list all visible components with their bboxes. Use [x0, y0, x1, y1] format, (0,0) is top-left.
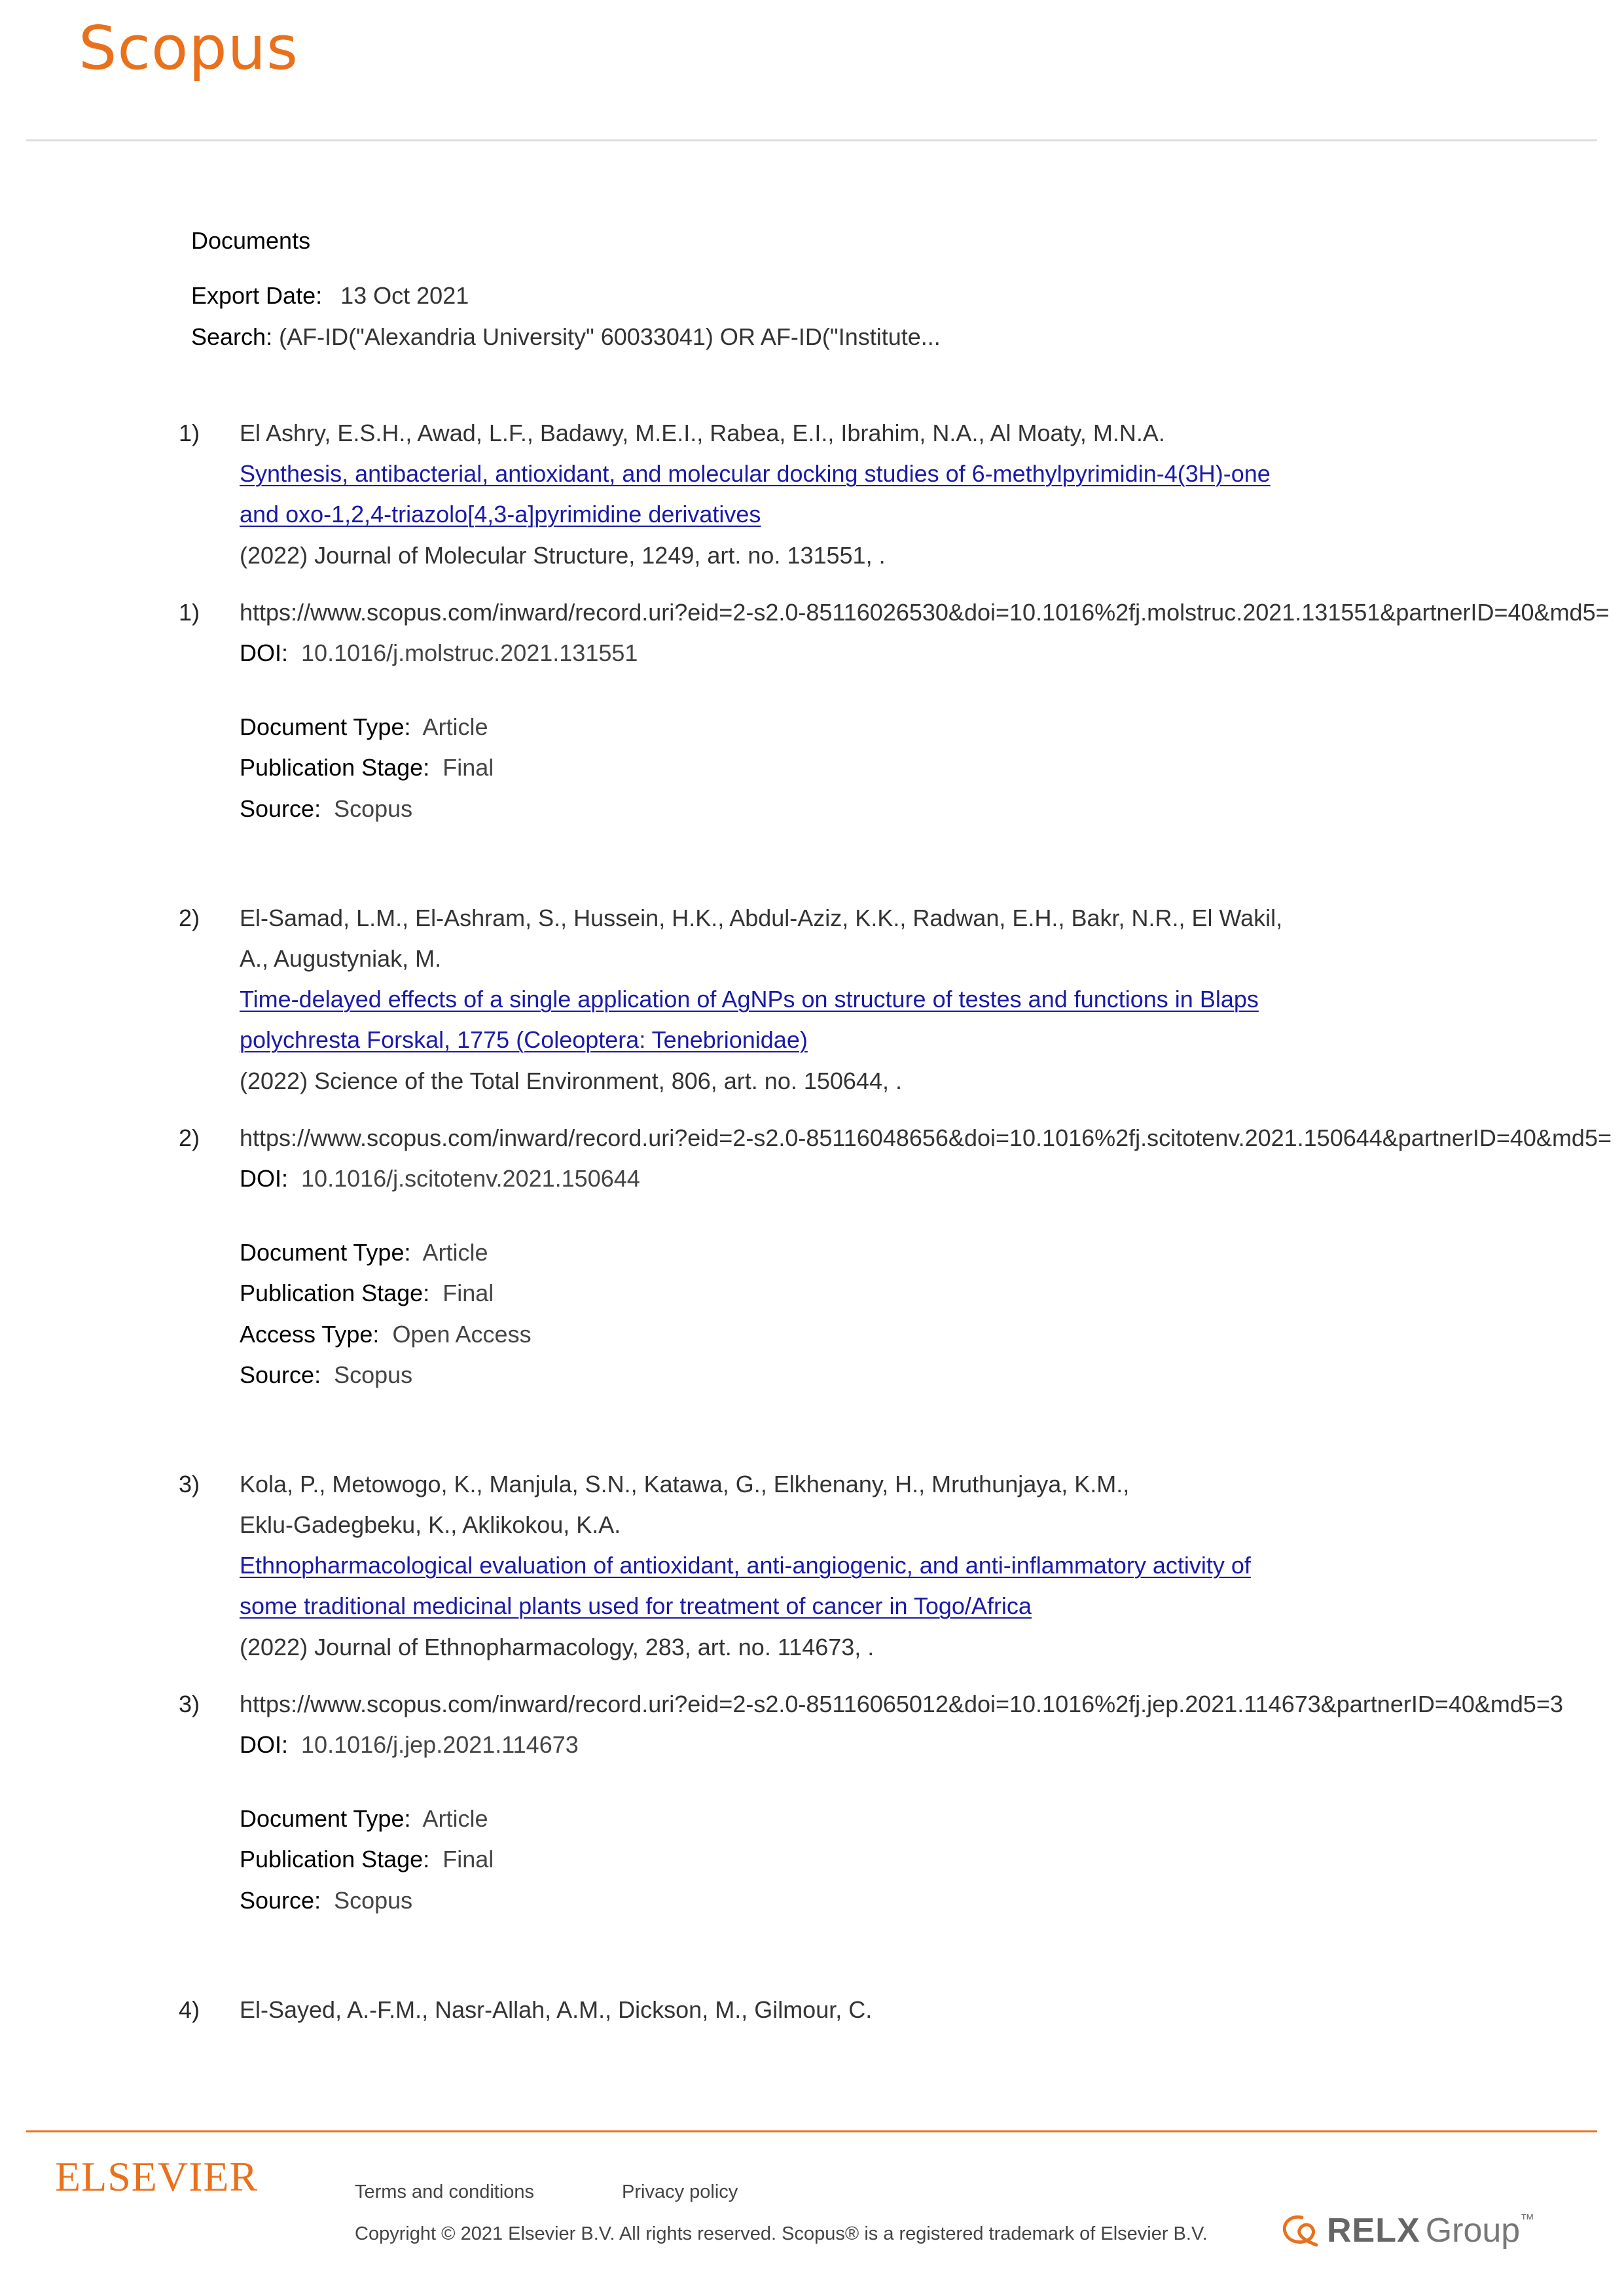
- document-citation: (2022) Science of the Total Environment, 806, art. no. 150644, .: [240, 1067, 902, 1094]
- doi-label: DOI:: [240, 1165, 289, 1192]
- url-number: 3): [179, 1691, 200, 1717]
- doi-row: [240, 641, 638, 665]
- documents-heading: Documents: [191, 227, 311, 254]
- doi-row: [240, 1167, 640, 1191]
- field-row: Source: Scopus: [240, 1887, 413, 1914]
- document-url[interactable]: https://www.scopus.com/inward/record.uri?eid=2-s2.0-85116026530&doi=10.1016%2fj.molstruc.2021.131551&partnerID=40&md5=: [240, 599, 1610, 626]
- doi-label: DOI:: [240, 1731, 289, 1758]
- field-row: Document Type: Article: [240, 1239, 488, 1266]
- document-authors: El-Sayed, A.-F.M., Nasr-Allah, A.M., Dickson, M., Gilmour, C.: [240, 1996, 873, 2023]
- document-url[interactable]: https://www.scopus.com/inward/record.uri?eid=2-s2.0-85116065012&doi=10.1016%2fj.jep.2021.114673&partnerID=40&md5=3: [240, 1691, 1563, 1717]
- relx-logo[interactable]: [1280, 2211, 1534, 2250]
- document-title-link[interactable]: some traditional medicinal plants used for treatment of cancer in Togo/Africa: [240, 1592, 1032, 1619]
- doi-value: 10.1016/j.scitotenv.2021.150644: [301, 1165, 640, 1192]
- export-date-value: 13 Oct 2021: [340, 282, 469, 309]
- terms-link[interactable]: Terms and conditions: [355, 2181, 535, 2202]
- relx-trademark: ™: [1520, 2211, 1535, 2227]
- doi-label: DOI:: [240, 639, 289, 666]
- document-number: 2): [179, 905, 200, 931]
- privacy-link[interactable]: Privacy policy: [622, 2181, 738, 2202]
- doi-value: 10.1016/j.jep.2021.114673: [301, 1731, 579, 1758]
- document-citation: (2022) Journal of Ethnopharmacology, 283, art. no. 114673, .: [240, 1634, 875, 1660]
- document-authors: El-Samad, L.M., El-Ashram, S., Hussein, H.K., Abdul-Aziz, K.K., Radwan, E.H., Bakr, N.R., El Wakil,: [240, 905, 1283, 931]
- field-row: Source: Scopus: [240, 795, 413, 822]
- export-date-label: Export Date:: [191, 282, 323, 309]
- relx-swirl-icon: [1280, 2212, 1320, 2249]
- relx-wordmark: RELX: [1327, 2212, 1420, 2250]
- footer-divider: [26, 2130, 1597, 2132]
- document-title-link[interactable]: Ethnopharmacological evaluation of antioxidant, anti-angiogenic, and anti-inflammatory activity of: [240, 1552, 1251, 1579]
- document-citation: (2022) Journal of Molecular Structure, 1249, art. no. 131551, .: [240, 542, 886, 569]
- url-number: 2): [179, 1124, 200, 1151]
- document-authors: A., Augustyniak, M.: [240, 945, 442, 972]
- document-title-link[interactable]: polychresta Forskal, 1775 (Coleoptera: Tenebrionidae): [240, 1026, 808, 1053]
- field-row: Publication Stage: Final: [240, 754, 494, 781]
- search-label: Search:: [191, 323, 273, 350]
- url-number: 1): [179, 599, 200, 626]
- field-row: Source: Scopus: [240, 1361, 413, 1388]
- field-row: Publication Stage: Final: [240, 1846, 494, 1873]
- relx-group-word: Group: [1425, 2212, 1521, 2250]
- document-title-link[interactable]: Time-delayed effects of a single application of AgNPs on structure of testes and functions in Blaps: [240, 986, 1259, 1013]
- document-title-link[interactable]: Synthesis, antibacterial, antioxidant, and molecular docking studies of 6-methylpyrimidin-4(3H)-one: [240, 460, 1271, 487]
- document-url[interactable]: https://www.scopus.com/inward/record.uri?eid=2-s2.0-85116048656&doi=10.1016%2fj.scitotenv.2021.150644&partnerID=40&md5=: [240, 1124, 1612, 1151]
- field-row: Publication Stage: Final: [240, 1280, 494, 1306]
- export-date-row: [191, 284, 469, 308]
- field-row: Access Type: Open Access: [240, 1321, 532, 1348]
- copyright-text: Copyright © 2021 Elsevier B.V. All rights reserved. Scopus® is a registered trademark of Elsevier B.V.: [355, 2223, 1208, 2244]
- document-authors: Eklu-Gadegbeku, K., Aklikokou, K.A.: [240, 1511, 621, 1538]
- search-query: (AF-ID("Alexandria University" 60033041) OR AF-ID("Institute...: [279, 323, 941, 350]
- search-row: [191, 325, 941, 349]
- document-title-link[interactable]: and oxo-1,2,4-triazolo[4,3-a]pyrimidine derivatives: [240, 501, 761, 528]
- elsevier-logo[interactable]: ELSEVIER: [55, 2153, 259, 2200]
- doi-row: [240, 1733, 579, 1757]
- document-authors: Kola, P., Metowogo, K., Manjula, S.N., Katawa, G., Elkhenany, H., Mruthunjaya, K.M.,: [240, 1471, 1130, 1498]
- field-row: Document Type: Article: [240, 1805, 488, 1832]
- field-row: Document Type: Article: [240, 713, 488, 740]
- document-number: 4): [179, 1996, 200, 2023]
- scopus-logo[interactable]: Scopus: [79, 13, 298, 83]
- document-number: 3): [179, 1471, 200, 1498]
- document-authors: El Ashry, E.S.H., Awad, L.F., Badawy, M.E.I., Rabea, E.I., Ibrahim, N.A., Al Moaty, M.N.A.: [240, 420, 1165, 446]
- document-number: 1): [179, 420, 200, 446]
- header-divider: [26, 139, 1597, 141]
- doi-value: 10.1016/j.molstruc.2021.131551: [301, 639, 638, 666]
